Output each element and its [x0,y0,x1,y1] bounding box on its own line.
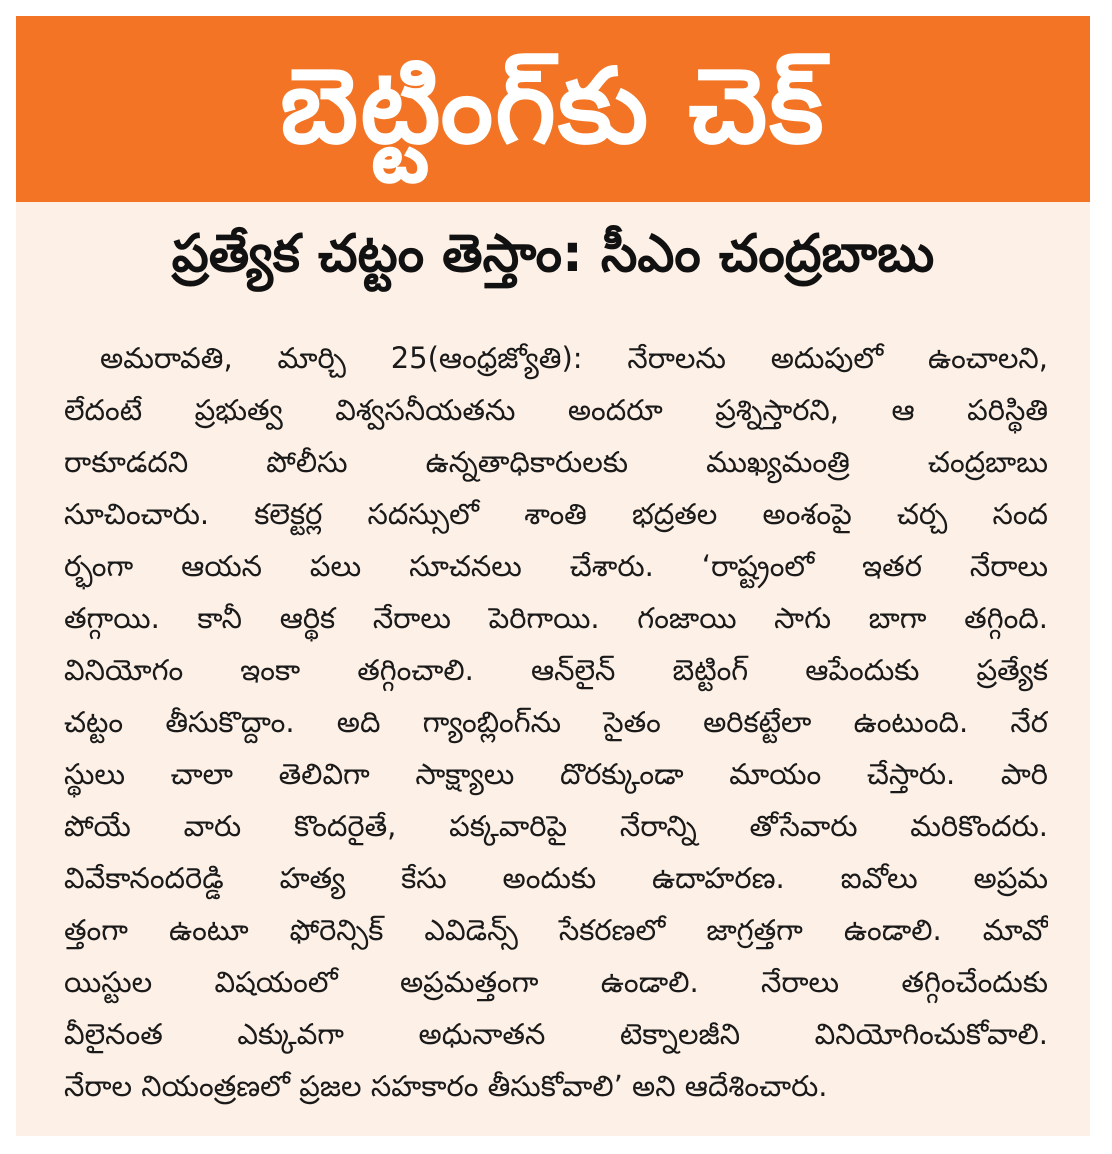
headline-title: బెట్టింగ్‌కు చెక్ [280,45,826,167]
article-line: రాకూడదని పోలీసు ఉన్నతాధికారులకు ముఖ్యమంత్రి చంద్రబాబు [64,445,1048,479]
article-line: స్థులు చాలా తెలివిగా సాక్ష్యాలు దొరక్కుండా మాయం చేస్తారు. పారి [64,757,1048,791]
article-line: వినియోగం ఇంకా తగ్గించాలి. ఆన్‌లైన్ బెట్టింగ్ ఆపేందుకు ప్రత్యేక [64,653,1048,687]
article-line: యిస్టుల విషయంలో అప్రమత్తంగా ఉండాలి. నేరాలు తగ్గించేందుకు [64,965,1048,999]
article-line: అమరావతి, మార్చి 25(ఆంధ్రజ్యోతి): నేరాలను అదుపులో ఉంచాలని, [100,341,1048,375]
article-line: తగ్గాయి. కానీ ఆర్థిక నేరాలు పెరిగాయి. గంజాయి సాగు బాగా తగ్గింది. [64,601,1048,635]
article-body [64,332,1048,1112]
headline-banner [16,16,1090,202]
article-line: నేరాల నియంత్రణలో ప్రజల సహకారం తీసుకోవాలి’ అని ఆదేశించారు. [64,1069,828,1103]
article-line: సూచించారు. కలెక్టర్ల సదస్సులో శాంతి భద్రతల అంశంపై చర్చ సంద [64,497,1048,531]
article-line: వివేకానందరెడ్డి హత్య కేసు అందుకు ఉదాహరణ. ఐవోలు అప్రమ [64,861,1048,895]
article-line: పోయే వారు కొందరైతే, పక్కవారిపై నేరాన్ని తోసేవారు మరికొందరు. [64,809,1048,843]
article-line: లేదంటే ప్రభుత్వ విశ్వసనీయతను అందరూ ప్రశ్నిస్తారని, ఆ పరిస్థితి [64,393,1048,427]
article-line: ర్భంగా ఆయన పలు సూచనలు చేశారు. ‘రాష్ట్రంలో ఇతర నేరాలు [64,549,1048,583]
news-clipping [16,16,1090,1136]
article-line: త్తంగా ఉంటూ ఫోరెన్సిక్ ఎవిడెన్స్ సేకరణలో జాగ్రత్తగా ఉండాలి. మావో [64,913,1048,947]
headline-subtitle: ప్రత్యేక చట్టం తెస్తాం: సీఎం చంద్రబాబు [171,224,935,284]
article-line: చట్టం తీసుకొద్దాం. అది గ్యాంబ్లింగ్‌ను సైతం అరికట్టేలా ఉంటుంది. నేర [64,705,1048,739]
article-line: వీలైనంత ఎక్కువగా అధునాతన టెక్నాలజీని వినియోగించుకోవాలి. [64,1017,1048,1051]
